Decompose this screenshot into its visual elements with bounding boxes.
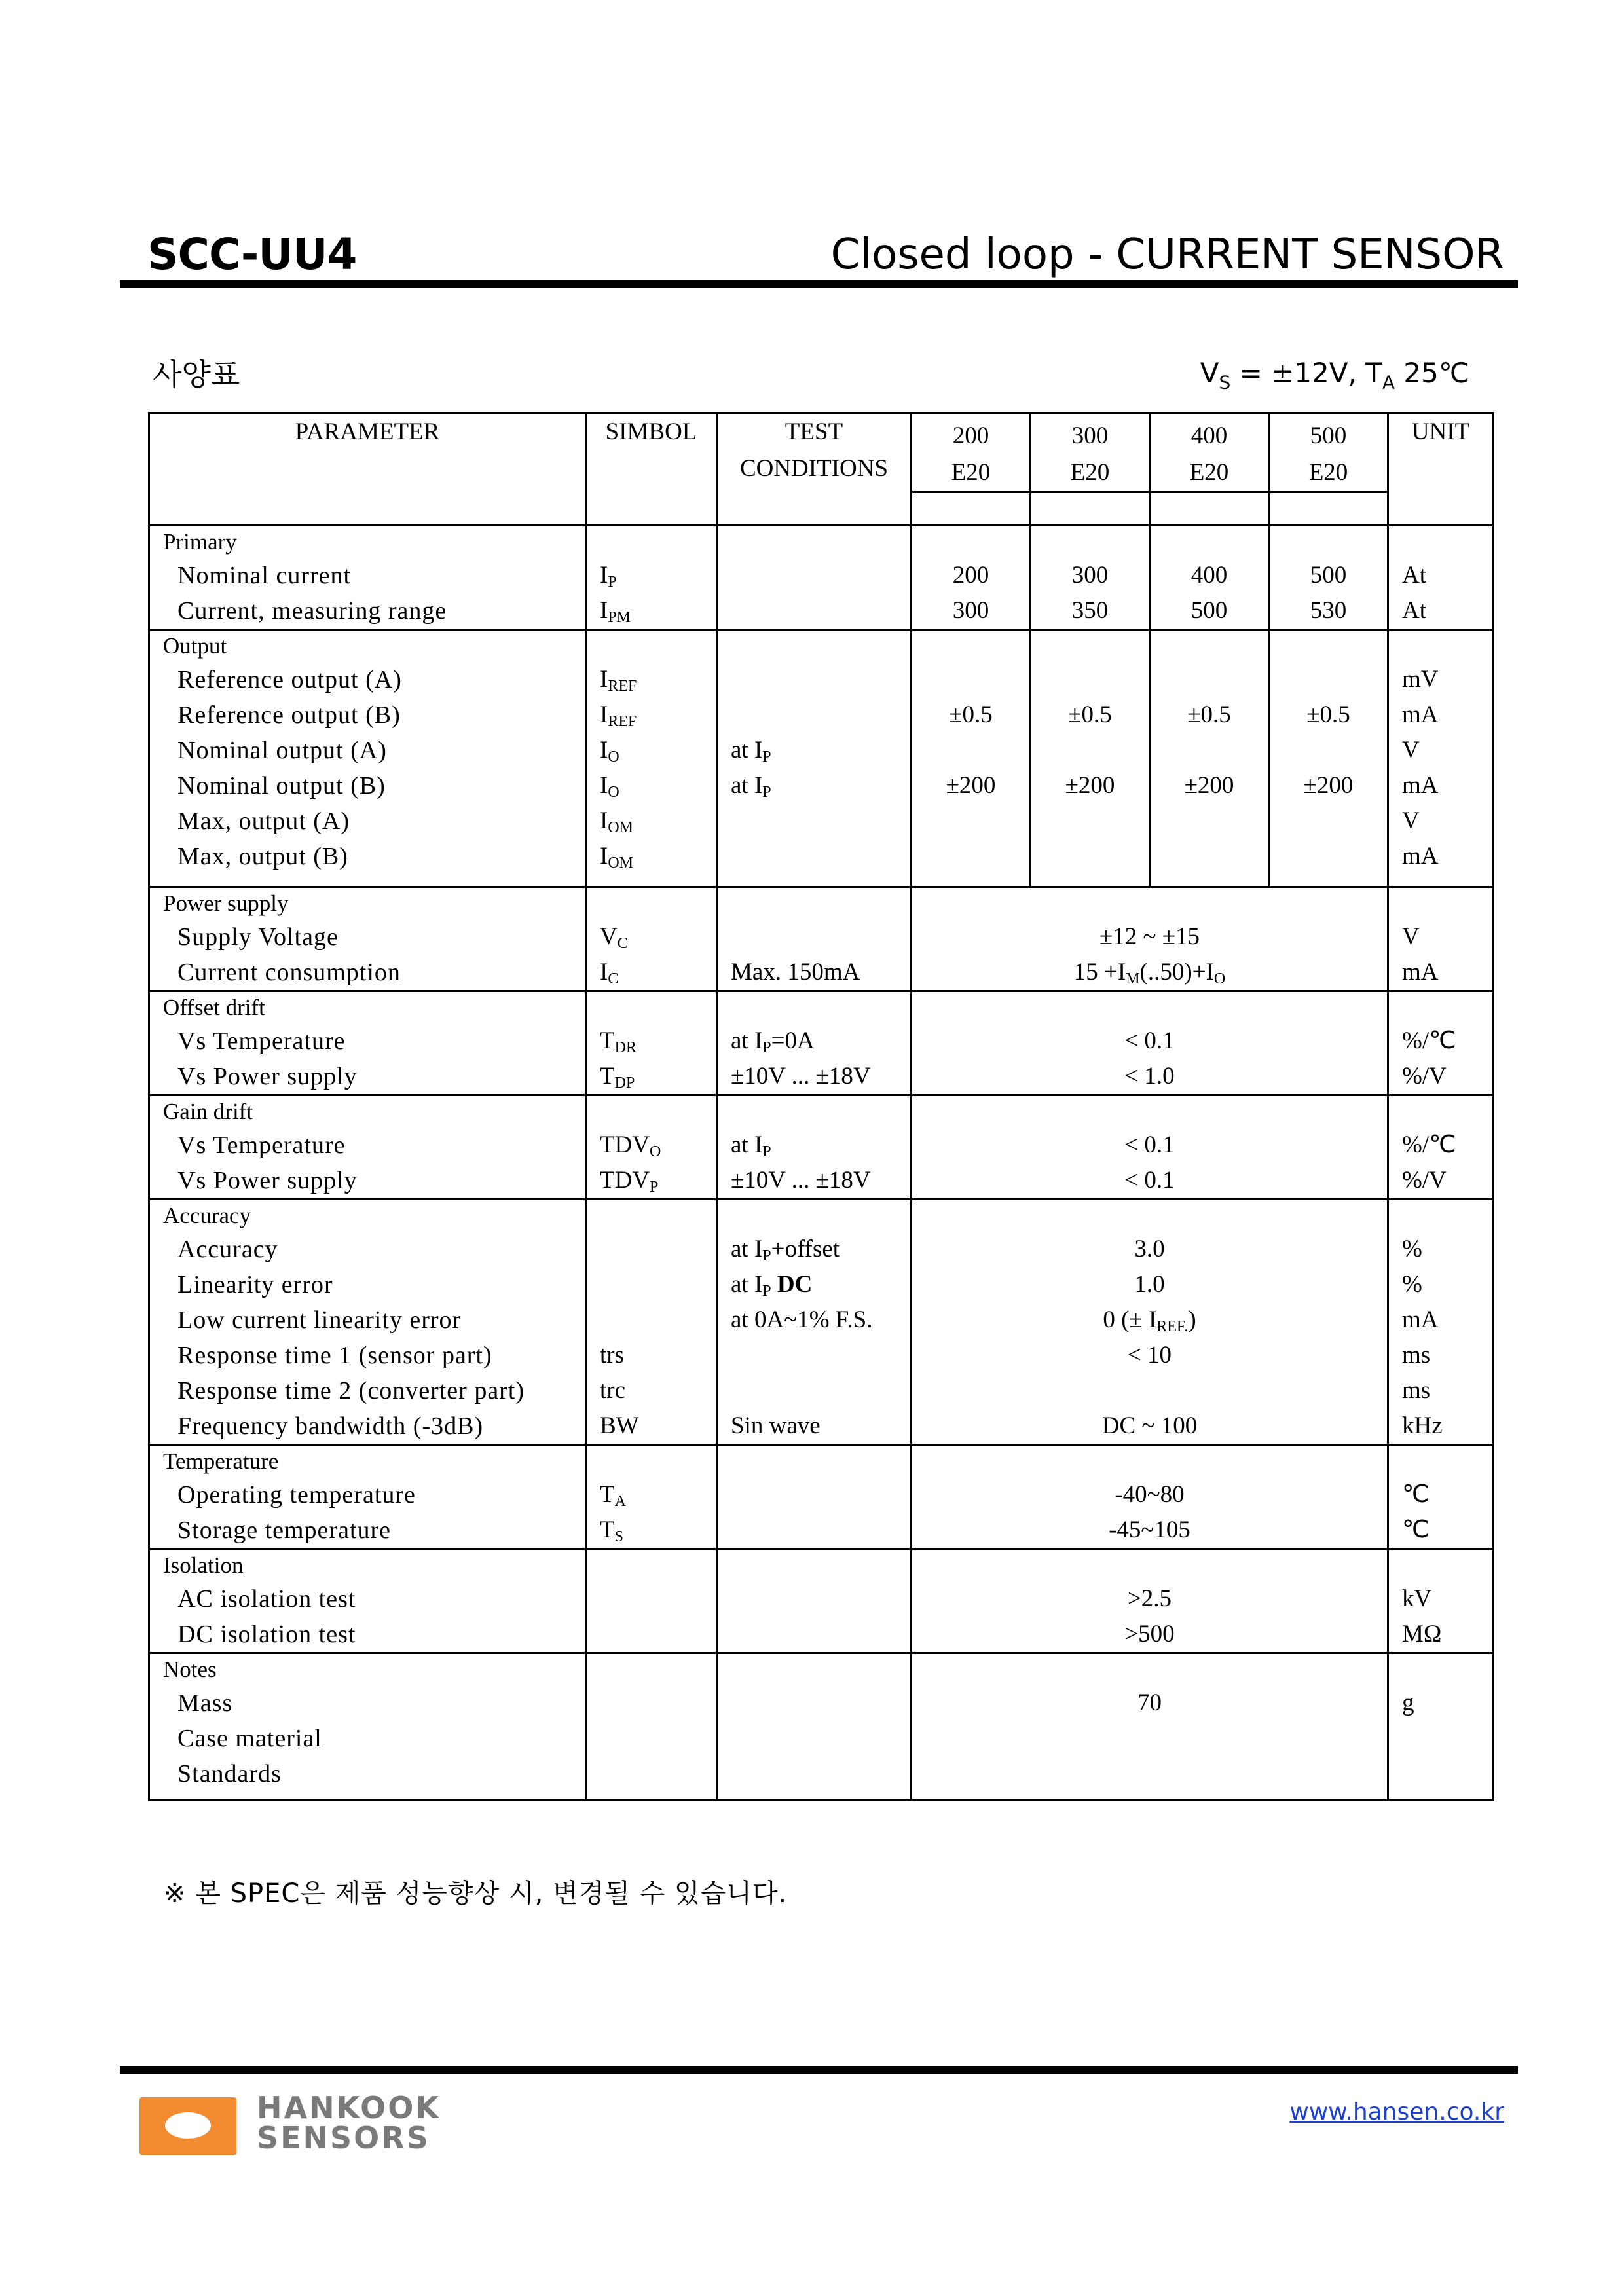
test-condition: at $I_P$ [731, 772, 771, 801]
param-current-consumption: Current consumption [177, 959, 401, 986]
value: ±200 [1303, 772, 1354, 799]
param-nominal-output-b: Nominal output (B) [177, 772, 386, 799]
value: $15 +I_M(..50)+I_O$ [1073, 959, 1226, 987]
unit: % [1402, 1236, 1422, 1262]
symbol: $I_P$ [600, 562, 617, 591]
symbol: $I_{OM}$ [600, 843, 633, 872]
unit: ℃ [1402, 1481, 1430, 1508]
symbol: $I_O$ [600, 737, 619, 765]
section-output [149, 630, 1494, 887]
section-title: Offset drift [163, 995, 265, 1020]
param-operating-temperature: Operating temperature [177, 1481, 416, 1509]
symbol: $I_{REF}$ [600, 701, 637, 730]
website-link[interactable]: www.hansen.co.kr [1289, 2099, 1504, 2125]
value: ±200 [1065, 772, 1115, 799]
unit: V [1402, 923, 1420, 950]
param-response-time-1: Response time 1 (sensor part) [177, 1342, 492, 1369]
test-condition: at 0A~1% F.S. [731, 1306, 873, 1333]
unit: At [1402, 597, 1426, 624]
param-max-output-b: Max, output (B) [177, 843, 348, 870]
param-storage-temperature: Storage temperature [177, 1516, 392, 1544]
product-title: Closed loop - CURRENT SENSOR [830, 230, 1504, 279]
param-max-output-a: Max, output (A) [177, 807, 350, 835]
test-condition: ±10V ... ±18V [731, 1167, 871, 1194]
value: 0 (± $I_{REF.}$) [1103, 1306, 1196, 1335]
param-case-material: Case material [177, 1725, 322, 1752]
symbol: $I_C$ [600, 959, 619, 987]
symbol: $I_{REF}$ [600, 666, 637, 695]
col-unit: UNIT [1388, 413, 1494, 526]
param-vs-temperature: Vs Temperature [177, 1131, 346, 1159]
test-condition: Max. 150mA [731, 959, 860, 985]
value: 1.0 [1134, 1271, 1165, 1298]
unit: MΩ [1402, 1621, 1442, 1647]
section-title: Accuracy [163, 1203, 251, 1228]
model-name: SCC-UU4 [147, 229, 357, 280]
section-title: Isolation [163, 1552, 244, 1578]
param-standards: Standards [177, 1760, 282, 1788]
section-notes [149, 1653, 1494, 1801]
param-linearity-error: Linearity error [177, 1271, 333, 1298]
value: < 0.1 [1124, 1027, 1175, 1054]
value: 400 [1190, 562, 1228, 589]
param-low-current-linearity: Low current linearity error [177, 1306, 462, 1334]
value: 200 [952, 562, 989, 589]
unit: mA [1402, 1306, 1439, 1333]
unit: At [1402, 562, 1426, 589]
value: 300 [952, 597, 989, 624]
unit: mA [1402, 959, 1439, 985]
param-response-time-2: Response time 2 (converter part) [177, 1377, 525, 1405]
footnote: ※ 본 SPEC은 제품 성능향상 시, 변경될 수 있습니다. [164, 1879, 788, 1909]
section-title: Temperature [163, 1448, 279, 1474]
param-measuring-range: Current, measuring range [177, 597, 447, 625]
col-model-400: 400 E20 [1150, 413, 1269, 526]
unit: kV [1402, 1585, 1432, 1612]
section-primary [149, 526, 1494, 630]
test-condition: Sin wave [731, 1412, 821, 1439]
param-nominal-current: Nominal current [177, 562, 352, 589]
symbol: BW [600, 1412, 639, 1439]
value: ±0.5 [1187, 701, 1231, 728]
header-rule [120, 280, 1518, 288]
col-symbol: SIMBOL [586, 413, 717, 526]
section-title: Gain drift [163, 1099, 253, 1124]
unit: V [1402, 807, 1420, 834]
value: -40~80 [1115, 1481, 1185, 1508]
param-frequency-bandwidth: Frequency bandwidth (-3dB) [177, 1412, 484, 1440]
value: < 10 [1127, 1342, 1172, 1368]
symbol: $V_C$ [600, 923, 628, 952]
value: 70 [1137, 1689, 1162, 1716]
param-reference-output-a: Reference output (A) [177, 666, 402, 693]
unit: %/V [1402, 1167, 1447, 1194]
value: >2.5 [1127, 1585, 1172, 1612]
col-model-500: 500 E20 [1269, 413, 1388, 526]
test-condition: ±10V ... ±18V [731, 1063, 871, 1090]
symbol: $TDV_O$ [600, 1131, 661, 1160]
value: < 1.0 [1124, 1063, 1175, 1090]
unit: %/℃ [1402, 1131, 1456, 1158]
logo-text: HANKOOK SENSORS [257, 2090, 441, 2156]
value: < 0.1 [1124, 1167, 1175, 1194]
value: 530 [1310, 597, 1347, 624]
section-offset-drift [149, 991, 1494, 1095]
unit: %/V [1402, 1063, 1447, 1090]
test-condition: at $I_P+offset$ [731, 1236, 840, 1264]
value: 500 [1190, 597, 1228, 624]
value: ±0.5 [949, 701, 993, 728]
symbol: $T_A$ [600, 1481, 626, 1510]
unit: mA [1402, 772, 1439, 799]
value: ±200 [946, 772, 996, 799]
test-condition: at $I_P=0A$ [731, 1027, 815, 1056]
section-temperature [149, 1445, 1494, 1549]
param-reference-output-b: Reference output (B) [177, 701, 401, 729]
col-model-200: 200 E20 [912, 413, 1031, 526]
col-parameter: PARAMETER [149, 413, 586, 526]
param-accuracy: Accuracy [177, 1236, 278, 1263]
section-title: Primary [163, 529, 237, 555]
unit: mV [1402, 666, 1439, 693]
section-title: Power supply [163, 890, 289, 916]
symbol: $T_{DR}$ [600, 1027, 637, 1056]
value: 500 [1310, 562, 1347, 589]
logo-icon-hole [165, 2112, 211, 2139]
symbol: $TDV_P$ [600, 1167, 659, 1196]
value: < 0.1 [1124, 1131, 1175, 1158]
unit: %/℃ [1402, 1027, 1456, 1054]
unit: V [1402, 737, 1420, 763]
section-isolation [149, 1549, 1494, 1653]
value: ±0.5 [1068, 701, 1112, 728]
col-test-conditions: TEST CONDITIONS [717, 413, 912, 526]
col-model-300: 300 E20 [1031, 413, 1150, 526]
param-mass: Mass [177, 1689, 233, 1717]
symbol: $I_O$ [600, 772, 619, 801]
param-ac-isolation: AC isolation test [177, 1585, 356, 1613]
param-vs-temperature: Vs Temperature [177, 1027, 346, 1055]
test-conditions: $V_S = \pm 12V$, $T_A$ 25℃ [1200, 357, 1469, 394]
spec-table [148, 412, 1494, 1801]
symbol: trs [600, 1342, 624, 1368]
unit: g [1402, 1689, 1414, 1716]
unit: ms [1402, 1342, 1431, 1368]
spec-table-label: 사양표 [153, 357, 240, 392]
value: 350 [1071, 597, 1109, 624]
value: ±12 ~ ±15 [1099, 923, 1200, 950]
table-header [149, 413, 1494, 526]
section-accuracy [149, 1200, 1494, 1445]
unit: ms [1402, 1377, 1431, 1404]
section-title: Notes [163, 1657, 217, 1682]
value: ±0.5 [1306, 701, 1350, 728]
section-gain-drift [149, 1095, 1494, 1200]
unit: ℃ [1402, 1516, 1430, 1543]
param-vs-power-supply: Vs Power supply [177, 1063, 358, 1090]
value: DC ~ 100 [1101, 1412, 1198, 1439]
param-supply-voltage: Supply Voltage [177, 923, 339, 951]
symbol: $I_{PM}$ [600, 597, 631, 626]
section-title: Output [163, 633, 227, 659]
value: 300 [1071, 562, 1109, 589]
symbol: $T_S$ [600, 1516, 623, 1545]
unit: % [1402, 1271, 1422, 1298]
param-vs-power-supply: Vs Power supply [177, 1167, 358, 1194]
test-condition: at $I_P$ [731, 737, 771, 765]
unit: mA [1402, 701, 1439, 728]
unit: kHz [1402, 1412, 1443, 1439]
value: ±200 [1184, 772, 1234, 799]
test-condition: at $I_P$ [731, 1131, 771, 1160]
footer-rule [120, 2066, 1518, 2074]
test-condition: at $I_P$ DC [731, 1271, 813, 1300]
symbol: $I_{OM}$ [600, 807, 633, 836]
param-nominal-output-a: Nominal output (A) [177, 737, 387, 764]
section-power-supply [149, 887, 1494, 991]
param-dc-isolation: DC isolation test [177, 1621, 356, 1648]
symbol: trc [600, 1377, 626, 1404]
value: -45~105 [1109, 1516, 1190, 1543]
value: >500 [1124, 1621, 1175, 1647]
unit: mA [1402, 843, 1439, 870]
symbol: $T_{DP}$ [600, 1063, 635, 1092]
value: 3.0 [1134, 1236, 1165, 1262]
